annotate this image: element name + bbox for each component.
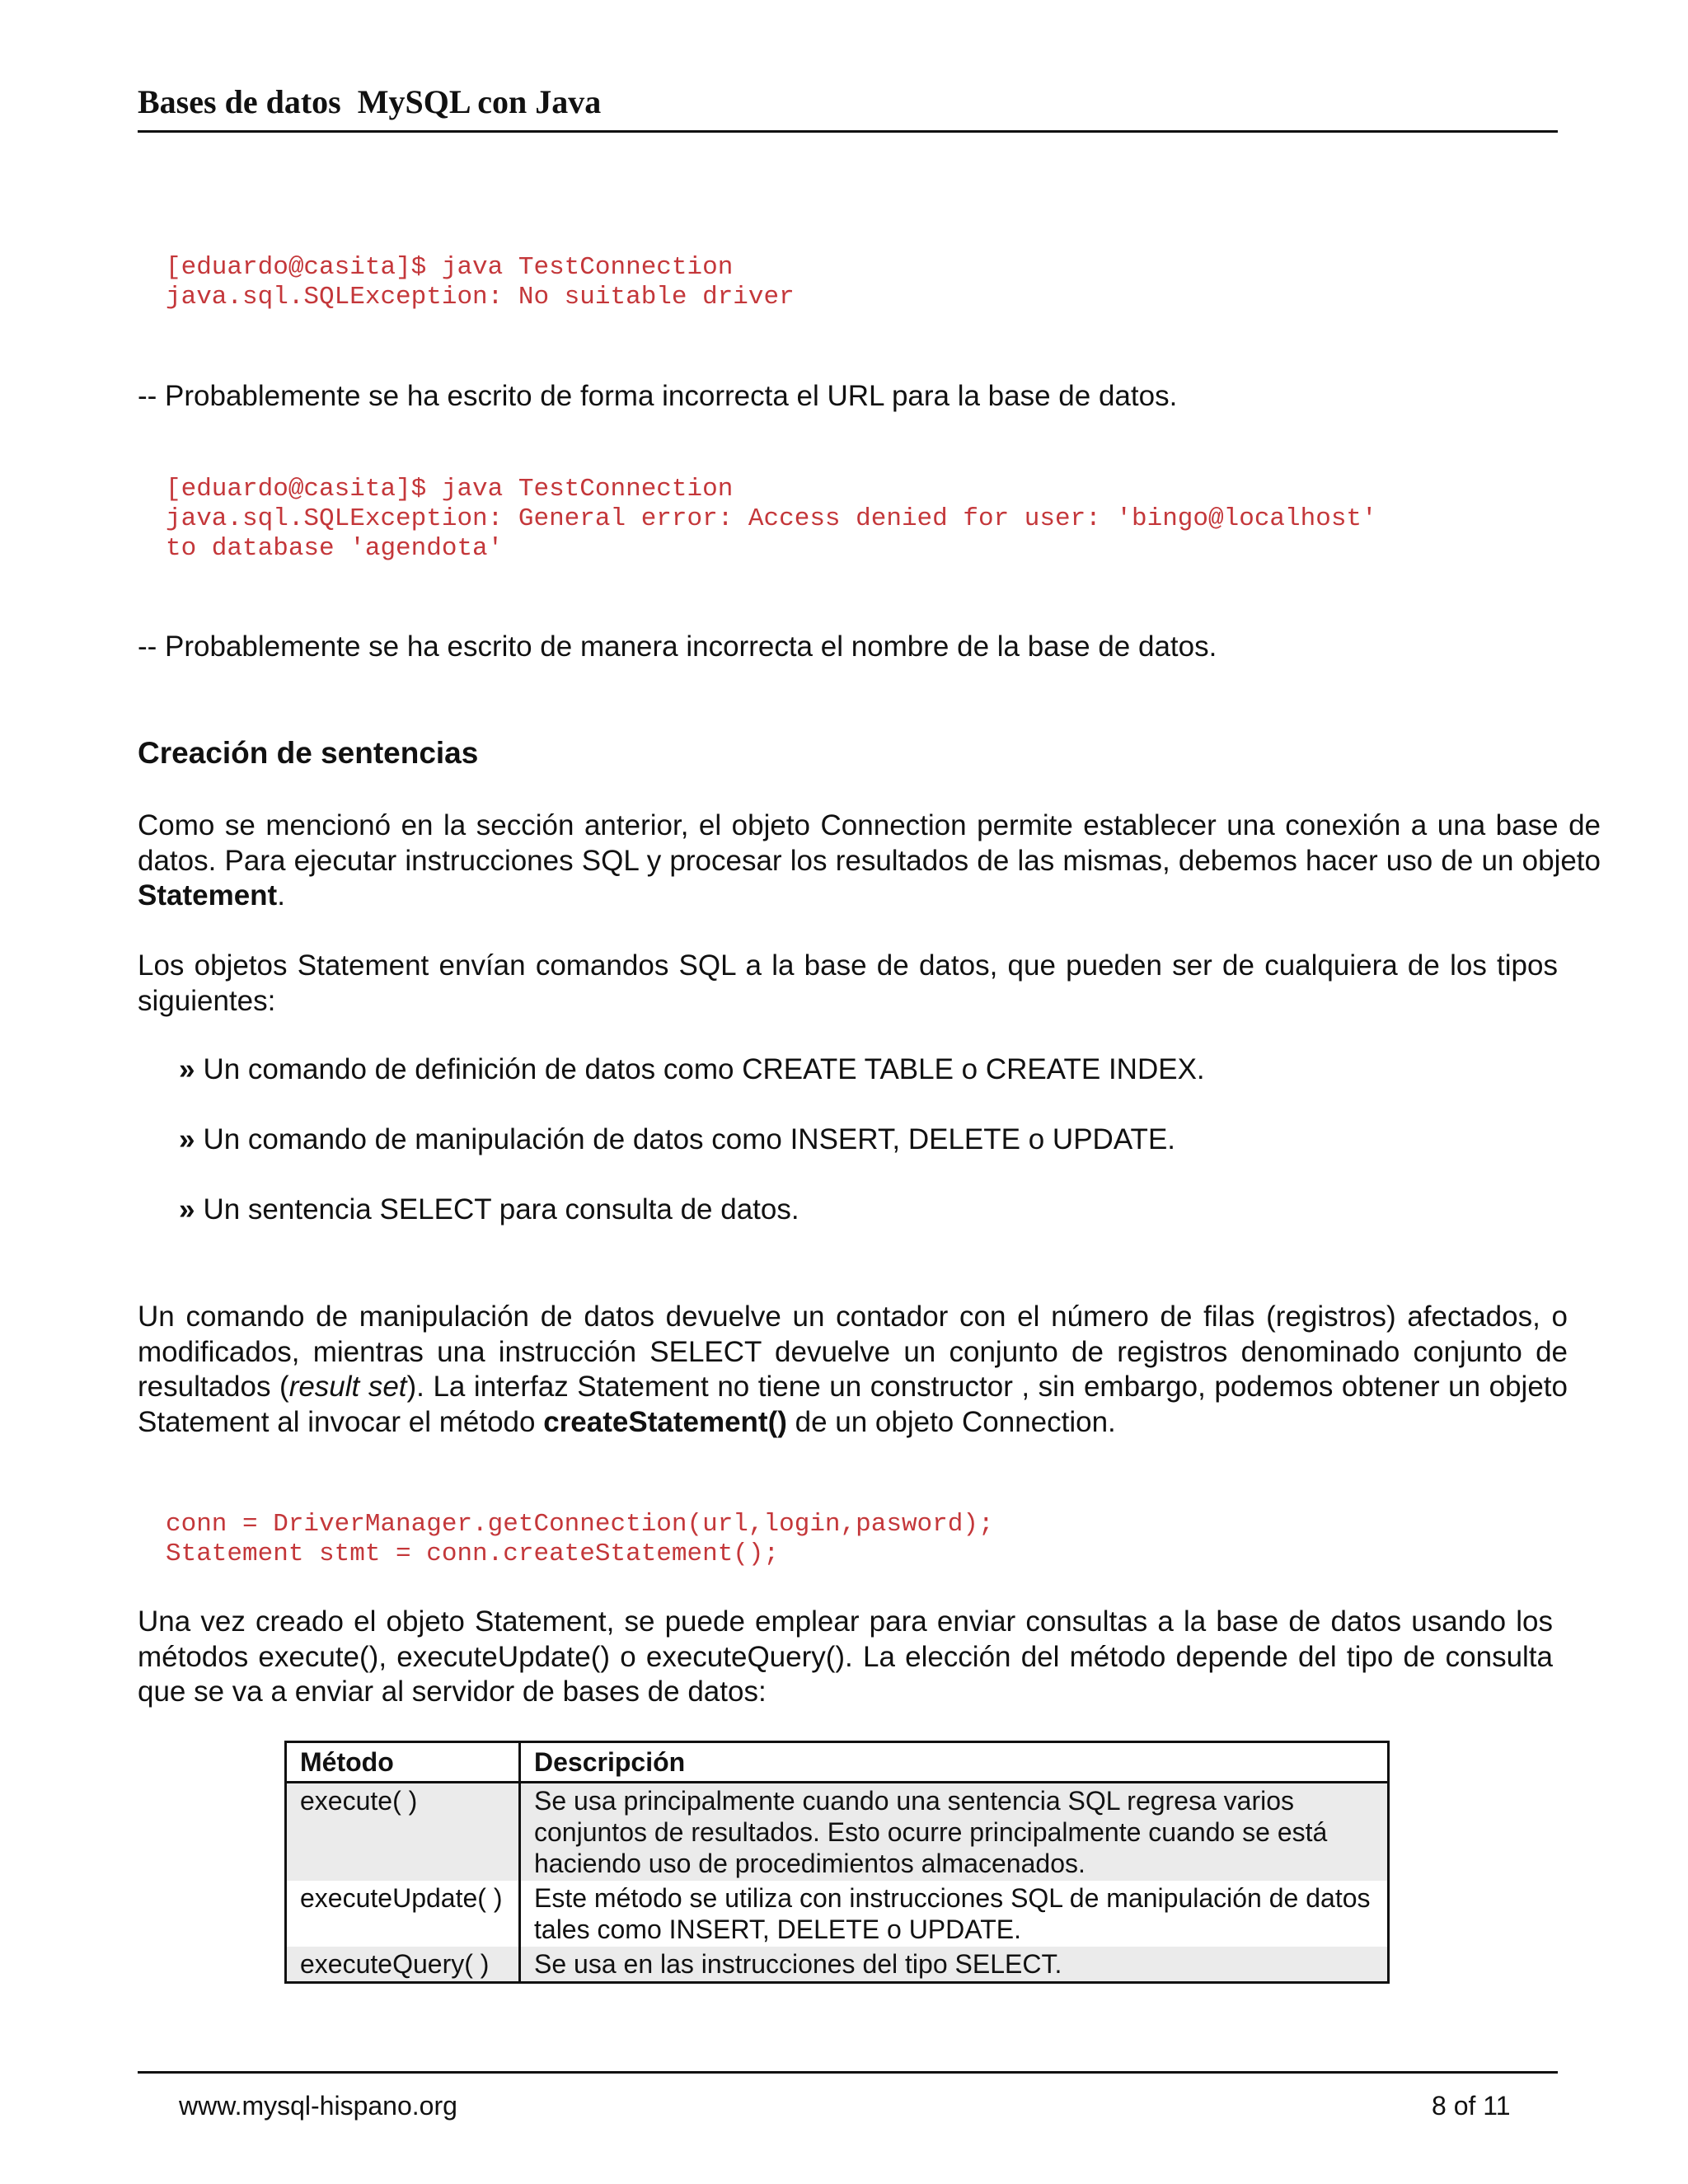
bullet-marker: »	[179, 1123, 195, 1155]
footer-site-url: www.mysql-hispano.org	[179, 2091, 457, 2121]
list-item: » Un sentencia SELECT para consulta de datos.	[179, 1193, 799, 1226]
method-cell: execute( )	[286, 1783, 520, 1882]
code-line: [eduardo@casita]$ java TestConnection	[166, 475, 734, 504]
table-row	[286, 1881, 1389, 1947]
bullet-marker: »	[179, 1193, 195, 1226]
footer-page-number: 8 of 11	[1432, 2091, 1511, 2121]
code-block-2	[166, 475, 1377, 564]
page-header-title: Bases de datos MySQL con Java	[138, 83, 602, 120]
footer-divider	[138, 2071, 1558, 2074]
code-block-1	[166, 253, 795, 312]
description-cell: Se usa en las instrucciones del tipo SELECT.	[520, 1947, 1389, 1983]
header-divider	[138, 130, 1558, 133]
create-statement-method: createStatement()	[543, 1405, 787, 1438]
table-header-row	[286, 1742, 1389, 1783]
paragraph-statement-types: Los objetos Statement envían comandos SQL a la base de datos, que pueden ser de cualquiera de los tipos siguientes:	[138, 949, 1558, 1017]
code-line: [eduardo@casita]$ java TestConnection	[166, 253, 734, 282]
code-line: java.sql.SQLException: No suitable driver	[166, 283, 795, 312]
description-cell: Este método se utiliza con instrucciones SQL de manipulación de datos tales como INSERT, DELETE o UPDATE.	[520, 1881, 1389, 1947]
method-cell: executeQuery( )	[286, 1947, 520, 1983]
list-item: » Un comando de definición de datos como CREATE TABLE o CREATE INDEX.	[179, 1053, 1205, 1085]
list-item: » Un comando de manipulación de datos como INSERT, DELETE o UPDATE.	[179, 1123, 1176, 1155]
note-url-error: -- Probablemente se ha escrito de forma incorrecta el URL para la base de datos.	[138, 380, 1178, 412]
table-row	[286, 1947, 1389, 1983]
code-line: java.sql.SQLException: General error: Access denied for user: 'bingo@localhost'	[166, 504, 1377, 533]
note-database-name-error: -- Probablemente se ha escrito de manera incorrecta el nombre de la base de datos.	[138, 630, 1217, 663]
column-header-description: Descripción	[520, 1742, 1389, 1783]
code-line: conn = DriverManager.getConnection(url,login,pasword);	[166, 1510, 994, 1539]
column-header-method: Método	[286, 1742, 520, 1783]
method-cell: executeUpdate( )	[286, 1881, 520, 1947]
paragraph-connection-intro: Como se mencionó en la sección anterior, el objeto Connection permite establecer una conexión a una base de datos. Para ejecutar instrucciones SQL y procesar los resultados de las mismas, debemos hacer uso de un objeto Statement.	[138, 809, 1601, 912]
code-line: Statement stmt = conn.createStatement();	[166, 1540, 780, 1568]
paragraph-execute-methods: Una vez creado el objeto Statement, se puede emplear para enviar consultas a la base de datos usando los métodos execute(), executeUpdate() o executeQuery(). La elección del método depende del tipo de consulta que se va a enviar al servidor de bases de datos:	[138, 1605, 1553, 1708]
methods-table	[284, 1741, 1390, 1984]
code-line: to database 'agendota'	[166, 534, 504, 563]
table-row	[286, 1783, 1389, 1882]
description-cell: Se usa principalmente cuando una sentencia SQL regresa varios conjuntos de resultados. Esto ocurre principalmente cuando se está haciendo uso de procedimientos almacenados.	[520, 1783, 1389, 1882]
statement-keyword: Statement	[138, 879, 278, 912]
section-heading: Creación de sentencias	[138, 736, 479, 770]
code-block-3	[166, 1510, 994, 1569]
bullet-marker: »	[179, 1053, 195, 1085]
result-set-term: result set	[288, 1371, 407, 1403]
paragraph-result-set: Un comando de manipulación de datos devuelve un contador con el número de filas (registros) afectados, o modificados, mientras una instrucción SELECT devuelve un conjunto de registros denominado conjunto de resultados (result set). La interfaz Statement no tiene un constructor , sin embargo, podemos obtener un objeto Statement al invocar el método createStatement() de un objeto Connection.	[138, 1301, 1568, 1438]
